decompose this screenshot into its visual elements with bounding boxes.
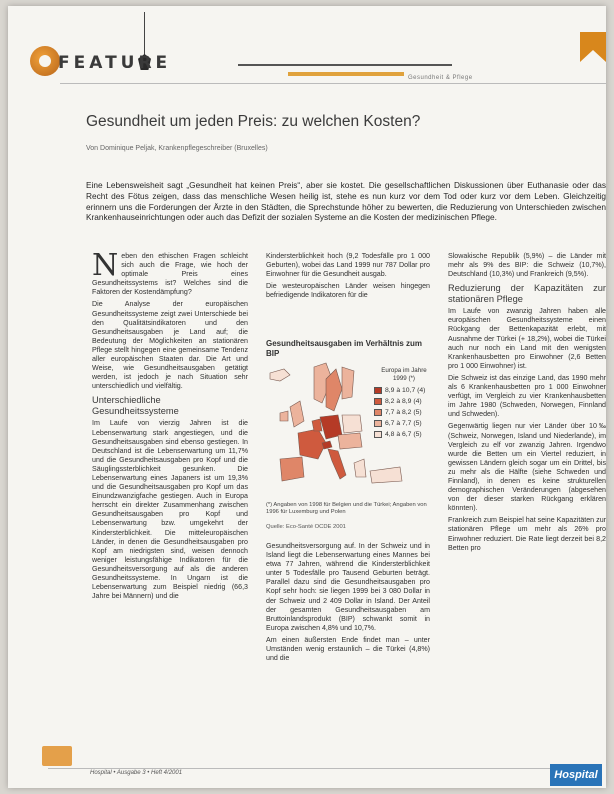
paragraph: Gegenwärtig liegen nur vier Länder über 10‰ (Schweiz, Norwegen, Island und Niederlande), im Vergleich zu elf vor zwanzig Jahren. Irgendwo wurde die Betten um ein Viertel reduziert, in gewissen Ländern gleich sogar um ein Drittel, bis zu mehr als die Hälfte (siehe Schweden und Finnland), in denen es keine strukturellen demographischen Veränderungen (abgesehen von der dieser starken Rückgang erklären könnten). [448, 422, 606, 513]
paragraph: Die Schweiz ist das einzige Land, das 1990 mehr als 6 Krankenhausbetten pro 1 000 Einwohner verfügt, im Vergleich zu vier Krankenhausbetten im Jahre 1980 (Schweden, Norwegen, Finnland und Schweden). [448, 373, 606, 419]
legend-swatch [374, 431, 382, 438]
legend-row [374, 407, 434, 418]
legend-label: 7,7 à 8,2 (5) [385, 409, 422, 416]
chart-note: (*) Angaben von 1998 für Belgien und die Türkei; Angaben von 1996 für Luxemburg und Polen [266, 502, 427, 516]
legend-swatch [374, 398, 382, 405]
footer-tab [42, 746, 72, 766]
chart-source: Quelle: Eco-Santé OCDE 2001 [266, 524, 346, 530]
map-region-finland [342, 367, 354, 399]
legend-row [374, 385, 434, 396]
feature-label: FEATURE [58, 53, 172, 73]
legend-row [374, 429, 434, 440]
map-region-turkey [370, 467, 402, 483]
map-region-france [298, 429, 326, 459]
magazine-page [8, 6, 606, 788]
feature-ring-icon [30, 46, 60, 76]
map-region-poland [342, 415, 362, 433]
legend-swatch [374, 409, 382, 416]
legend-row [374, 396, 434, 407]
paragraph: Neben den ethischen Fragen schleicht sich auch die Frage, wie hoch der optimale Preis eines Gesundheitssystems ist? Welches sind die Faktoren der Kostendämpfung? [92, 252, 248, 297]
header-rule [238, 64, 452, 66]
legend-label: 6,7 à 7,7 (5) [385, 420, 422, 427]
drop-cap: N [92, 252, 119, 283]
paragraph: Kindersterblichkeit hoch (9,2 Todesfälle pro 1 000 Geburten), wobei das Land 1999 nur 787 Dollar pro Einwohner für die Gesundheit ausgab. [266, 252, 430, 279]
paragraph: Im Laufe von vierzig Jahren ist die Lebenserwartung stark angestiegen, und die Gesundheitsausgaben sind ebenso gestiegen. In Deutschland ist die Lebenserwartung um 11,7% und die Gesundheitsausgaben pro Kopf und die Säuglingssterblichkeit gesunken. Die Lebenserwartung eines Japaners ist um 19,3% und die Gesundheitsausgaben pro Kopf um das Einundzwanzigfache gestiegen. Auch in Europa herrscht ein direkter Zusammenhang zwischen Gesundheitsausgaben pro Kopf und Lebenserwartung bzw. umgekehrt der Kindersterblichkeit. Die mitteleuropäischen Länder, in denen die Gesundheitsausgaben pro Kopf am niedrigsten sind, weisen dennoch weniger leistungsfähige Indikatoren für die Gesundheitsversorgung auf als die anderen Gesundheitssysteme. In Ungarn ist die Lebenserwartung zum Beispiel niedrig (66,3 Jahre bei Männern) und die [92, 419, 248, 601]
map-region-central [338, 433, 362, 449]
subheading: Unterschiedliche Gesundheitssysteme [92, 395, 179, 417]
paragraph: Die Analyse der europäischen Gesundheitssysteme zeigt zwei Unterschiede bei den Qualitätsindikatoren und den Gesundheitsausgaben je Land auf; die Bedeutung der Möglichkeiten an stationären Pflege stellt hingegen eine gemeinsame Tendenz aller europäischen Staaten dar. Die Art und Weise, wie Gesundheitsausgaben getätigt werden, ist jedoch je nach Situation sehr unterschiedlich und vielfältig. [92, 300, 248, 391]
paragraph: Am einen äußersten Ende findet man – unter Umständen wenig erstaunlich – die Türkei (4,8%) und die [266, 635, 430, 663]
paragraph: Gesundheitsversorgung auf. In der Schweiz und in Island liegt die Lebenserwartung eines Mannes bei etwa 77 Jahren, während die Kindersterblichkeit unter 5 Todesfälle pro Tausend Geburten beträgt. Parallel dazu sind die Gesundheitsausgaben pro Kopf sehr hoch: sie liegen 1999 bei 3 080 Dollar in der Schweiz und 2 409 Dollar in Island. Der Anteil der gesamten Gesundheitsausgaben am Bruttoinlandsprodukt (BIP) schwankt somit in Europa zwischen 4,8% und 10,7%. [266, 542, 430, 632]
legend-row [374, 418, 434, 429]
chart-title: Gesundheitsausgaben im Verhältnis zum BIP [266, 339, 423, 358]
column-2-top [266, 252, 430, 332]
paragraph: Frankreich zum Beispiel hat seine Kapazitäten zur stationären Pflege um mehr als 26% pro Einwohner reduziert. Die Rate liegt derzeit bei 8,2 Betten pro [448, 516, 606, 552]
column-1 [92, 252, 248, 752]
legend-label: 4,8 à 6,7 (5) [385, 431, 422, 438]
article-lead: Eine Lebensweisheit sagt „Gesundheit hat keinen Preis“, aber sie kostet. Die gesellschaftlichen Diskussionen über Euthanasie oder das Recht des Fötus zeigen, dass das menschliche Wesen heilig ist, stehe es nun kurz vor dem Tod oder kurz vor dem Leben. Gleichzeitig erinnern uns die Forderungen der Ärzte in den Städten, die Sprechstunde höher zu bewerten, die Reduzierung von Unterschieden zwischen Krankenhauseinrichtungen oder auch das Defizit der sozialen Systeme an die Kosten der medizinischen Pflege. [86, 180, 606, 223]
subheading: Reduzierung der Kapazitäten zur stationären Pflege [448, 283, 606, 305]
legend-label: 8,9 à 10,7 (4) [385, 387, 426, 394]
map-region-greece [354, 459, 366, 477]
map-region-iceland [270, 369, 290, 381]
chart-legend [374, 367, 434, 440]
header-accent-bar [288, 72, 404, 76]
legend-label: 8,2 à 8,9 (4) [385, 398, 422, 405]
top-divider [60, 83, 606, 84]
footer-brand-logo: Hospital [550, 764, 602, 786]
article-byline: Von Dominique Peljak, Krankenpflegeschreiber (Bruxelles) [86, 145, 268, 152]
map-region-ireland [280, 411, 288, 421]
map-chart [262, 339, 434, 534]
paragraph: Slowakische Republik (5,9%) – die Länder mit mehr als 9% des BIP: die Schweiz (10,7%), Deutschland (10,3%) und Frankreich (9,5%). [448, 252, 606, 279]
corner-flag-icon [580, 32, 606, 62]
footer-text: Hospital • Ausgabe 3 • Heft 4/2001 [90, 770, 183, 776]
map-region-iberia [280, 457, 304, 481]
paragraph: Im Laufe von zwanzig Jahren haben alle europäischen Gesundheitssysteme einen Rückgang der Bettenkapazität erlebt, mit Ausnahme der Türkei (+ 18,2%), wobei die Türkei auch nur noch ein Land mit den wenigsten Krankenhausbetten pro Einwohner (2,6 Betten pro 1 000 Einwohner) ist. [448, 307, 606, 370]
column-3 [448, 252, 606, 756]
article-title: Gesundheit um jeden Preis: zu welchen Kosten? [86, 113, 421, 130]
section-label: Gesundheit & Pflege [408, 75, 473, 81]
legend-swatch [374, 420, 382, 427]
column-2-bottom [266, 542, 430, 756]
legend-title: Europa im Jahre 1999 (*) [381, 367, 427, 382]
map-region-italy [328, 449, 346, 479]
tag-string [144, 12, 145, 56]
map-region-uk [290, 401, 304, 427]
legend-swatch [374, 387, 382, 394]
paragraph: Die westeuropäischen Länder weisen hingegen befriedigende Indikatoren für die [266, 282, 430, 300]
footer-rule [48, 768, 564, 769]
map-region-benelux [312, 419, 322, 431]
